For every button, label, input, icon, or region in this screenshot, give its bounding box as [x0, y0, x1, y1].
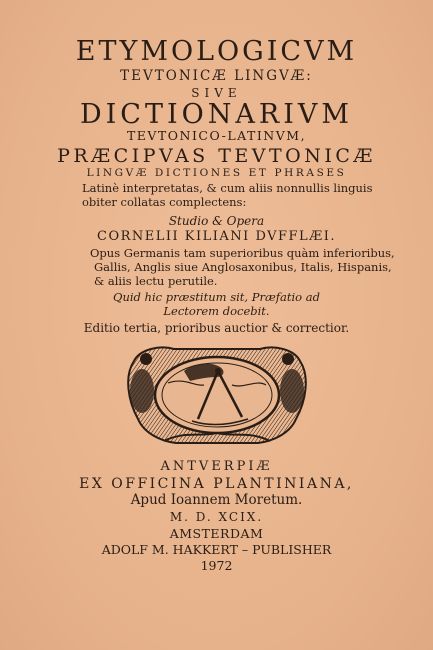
- imprint-apud: Apud Ioannem Moretum.: [130, 492, 303, 508]
- title-etymologicum: ETYMOLOGICVM: [75, 36, 358, 67]
- opus-line-3: & aliis lectu perutile.: [94, 274, 218, 288]
- imprint-officina: EX OFFICINA PLANTINIANA,: [79, 476, 354, 492]
- studio-et-opera: Studio & Opera: [168, 214, 265, 228]
- quid-line-2: Lectorem docebit.: [163, 304, 270, 318]
- reprint-city: AMSTERDAM: [169, 526, 264, 541]
- reprint-publisher: ADOLF M. HAKKERT – PUBLISHER: [101, 542, 332, 557]
- title-sive: SIVE: [191, 86, 242, 100]
- description-line-2: obiter collatas complectens:: [82, 195, 247, 209]
- opus-line-2: Gallis, Anglis siue Anglosaxonibus, Italis, Hispanis,: [94, 260, 392, 274]
- title-teutonicae-linguae: TEVTONICÆ LINGVÆ:: [120, 68, 313, 84]
- imprint-place: ANTVERPIÆ: [160, 459, 273, 474]
- author-name: CORNELII KILIANI DVFFLÆI.: [97, 229, 336, 244]
- imprint-year: M. D. XCIX.: [169, 510, 264, 524]
- title-teutonico-latinum: TEVTONICO-LATINVM,: [126, 128, 307, 143]
- reprint-year: 1972: [200, 558, 233, 573]
- description-line-1: Latinè interpretatas, & cum aliis nonnullis linguis: [82, 181, 373, 195]
- opus-line-1: Opus Germanis tam superioribus quàm inferioribus,: [90, 246, 395, 260]
- title-linguae-dictiones: LINGVÆ DICTIONES ET PHRASES: [86, 167, 347, 179]
- edition-note: Editio tertia, prioribus auctior & correctior.: [83, 321, 350, 335]
- title-dictionarium: DICTIONARIVM: [79, 99, 354, 130]
- quid-line-1: Quid hic præstitum sit, Præfatio ad: [113, 290, 320, 304]
- title-praecipuas: PRÆCIPVAS TEVTONICÆ: [57, 145, 376, 167]
- plantin-compass-printers-mark-icon: [124, 341, 310, 447]
